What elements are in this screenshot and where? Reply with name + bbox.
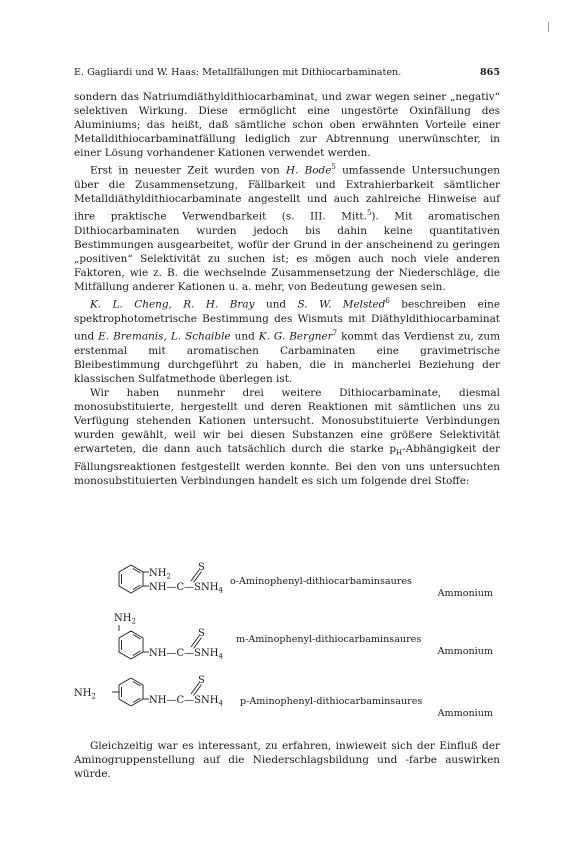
amino-group-label: $NH_2$ [74,688,96,701]
amino-group-label: $NH_2$ [114,613,136,626]
text-run: -Abhängigkeit der Fällungsreaktionen festgestellt werden konnte. Bei den von uns untersuchten monosubstituierten Verbindungen handelt es sich um folgende drei Stoffe: [74,443,500,488]
para-compound-name [240,696,493,720]
para-structure [74,672,264,732]
name-line-2: Ammonium [437,708,493,719]
text-run: kommt das Verdienst zu, zum erstenmal mit aromatischen Carbaminaten eine gravimetrische Bleibestimmung durchgeführt zu haben, die in mancherlei Beziehung der klassischen Sulfatmethode überlegen ist. [74,330,500,385]
closing-text: Gleichzeitig war es interessant, zu erfahren, inwieweit sich der Einfluß der Aminogruppenstellung auf die Niederschlagsbildung und -farbe auswirken würde. [74,740,500,781]
footnote-ref: 7 [332,328,338,337]
dithiocarbamate-chain-label: $NH—C—SNH_4$ [149,695,223,708]
author-name: K. L. Cheng, R. H. Bray [90,298,255,311]
name-line-1: o-Aminophenyl-dithiocarbaminsaures [230,576,412,587]
footnote-ref: 6 [385,297,390,306]
paragraph-2 [74,160,500,294]
footnote-ref: 5 [331,163,336,172]
author-name: K. G. Bergner [258,330,333,343]
structural-formulas [74,562,500,730]
page-edge-mark [548,22,549,32]
text-run: ). Mit aromatischen Dithiocarbaminaten wurden jedoch bis dahin keine quantitativen Bestimmungen ausgearbeitet, wofür der Grund in der anscheinend zu geringen „positiven“ Selektivität zu suchen ist; es mögen auch noch viele anderen Faktoren, wie z. B. die wechselnde Zusammensetzung der Niederschläge, die Mitfällung anderer Kationen u. a. mehr, von Bedeutung gewesen sein. [74,210,500,294]
paragraph-4 [74,386,500,489]
amino-group-label: $NH_2$ [149,568,171,581]
paragraph-3 [74,294,500,386]
text-run: und [254,298,298,311]
text-run: umfassende Untersuchungen über die Zusammensetzung, Fällbarkeit und Extrahierbarkeit sämtlicher Metalldiäthyldithiocarbaminate angestellt und auch zahlreiche Hinweise auf ihre praktische Verwendbarkeit (s. III. Mitt. [74,164,500,223]
text-run: H [396,449,403,458]
author-name: H. Bode [285,164,332,177]
text-run: Wir haben nunmehr drei weitere Dithiocarbaminate, diesmal monosubstituierte, hergestellt und deren Reaktionen mit sämtlichen uns zu Verfügung stehenden Kationen untersucht. Monosubstituierte Verbindungen wurden gewählt, weil wir bei diesen Substanzen eine größere Selektivität erwarteten, die dann auch tatsächlich durch die starke p [74,386,500,456]
benzene-ring [119,625,143,659]
closing-paragraph [74,739,500,781]
footnote-ref: 5 [366,209,372,218]
running-title: E. Gagliardi und W. Haas: Metallfällungen mit Dithiocarbaminaten. [74,67,402,78]
body-text [74,90,500,489]
paragraph-1 [74,90,500,160]
meta-compound-name [236,634,493,658]
text-run: sondern das Natriumdiäthyldithiocarbaminat, und zwar wegen seiner „negativ“ selektiven Wirkung. Diese ermöglicht eine ungestörte Oxinfällung des Aluminiums; das heißt, daß sämtliche schon oben erwähnten Vorteile einer Metalldithiocarbaminatfällung lediglich zur Abtrennung unerwünschter, in einer Lösung vorhandener Kationen verwendet werden. [74,91,500,160]
ortho-compound-name [230,576,493,600]
page-number: 865 [479,67,500,78]
thione-sulfur-label: S [198,562,205,573]
thione-sulfur-label: S [198,628,205,639]
name-line-2: Ammonium [437,588,493,599]
dithiocarbamate-chain-label: $NH—C—SNH_4$ [149,582,223,595]
author-name: S. W. Melsted [297,298,386,311]
author-name: E. Bremanis, L. Schaible [98,330,231,343]
name-line-1: p-Aminophenyl-dithiocarbaminsaures [240,696,423,707]
name-line-2: Ammonium [437,646,493,657]
text-run: und [230,330,259,343]
text-run: Erst in neuester Zeit wurden von [90,164,286,177]
thione-sulfur-label: S [198,675,205,686]
name-line-1: m-Aminophenyl-dithiocarbaminsaures [236,634,422,645]
benzene-ring [119,565,143,593]
text-run: beschreiben eine spektrophotometrische Bestimmung des Wismuts mit Diäthyldithiocarbaminat und [74,298,501,343]
benzene-ring [112,678,143,706]
dithiocarbamate-chain-label: $NH—C—SNH_4$ [149,648,223,661]
